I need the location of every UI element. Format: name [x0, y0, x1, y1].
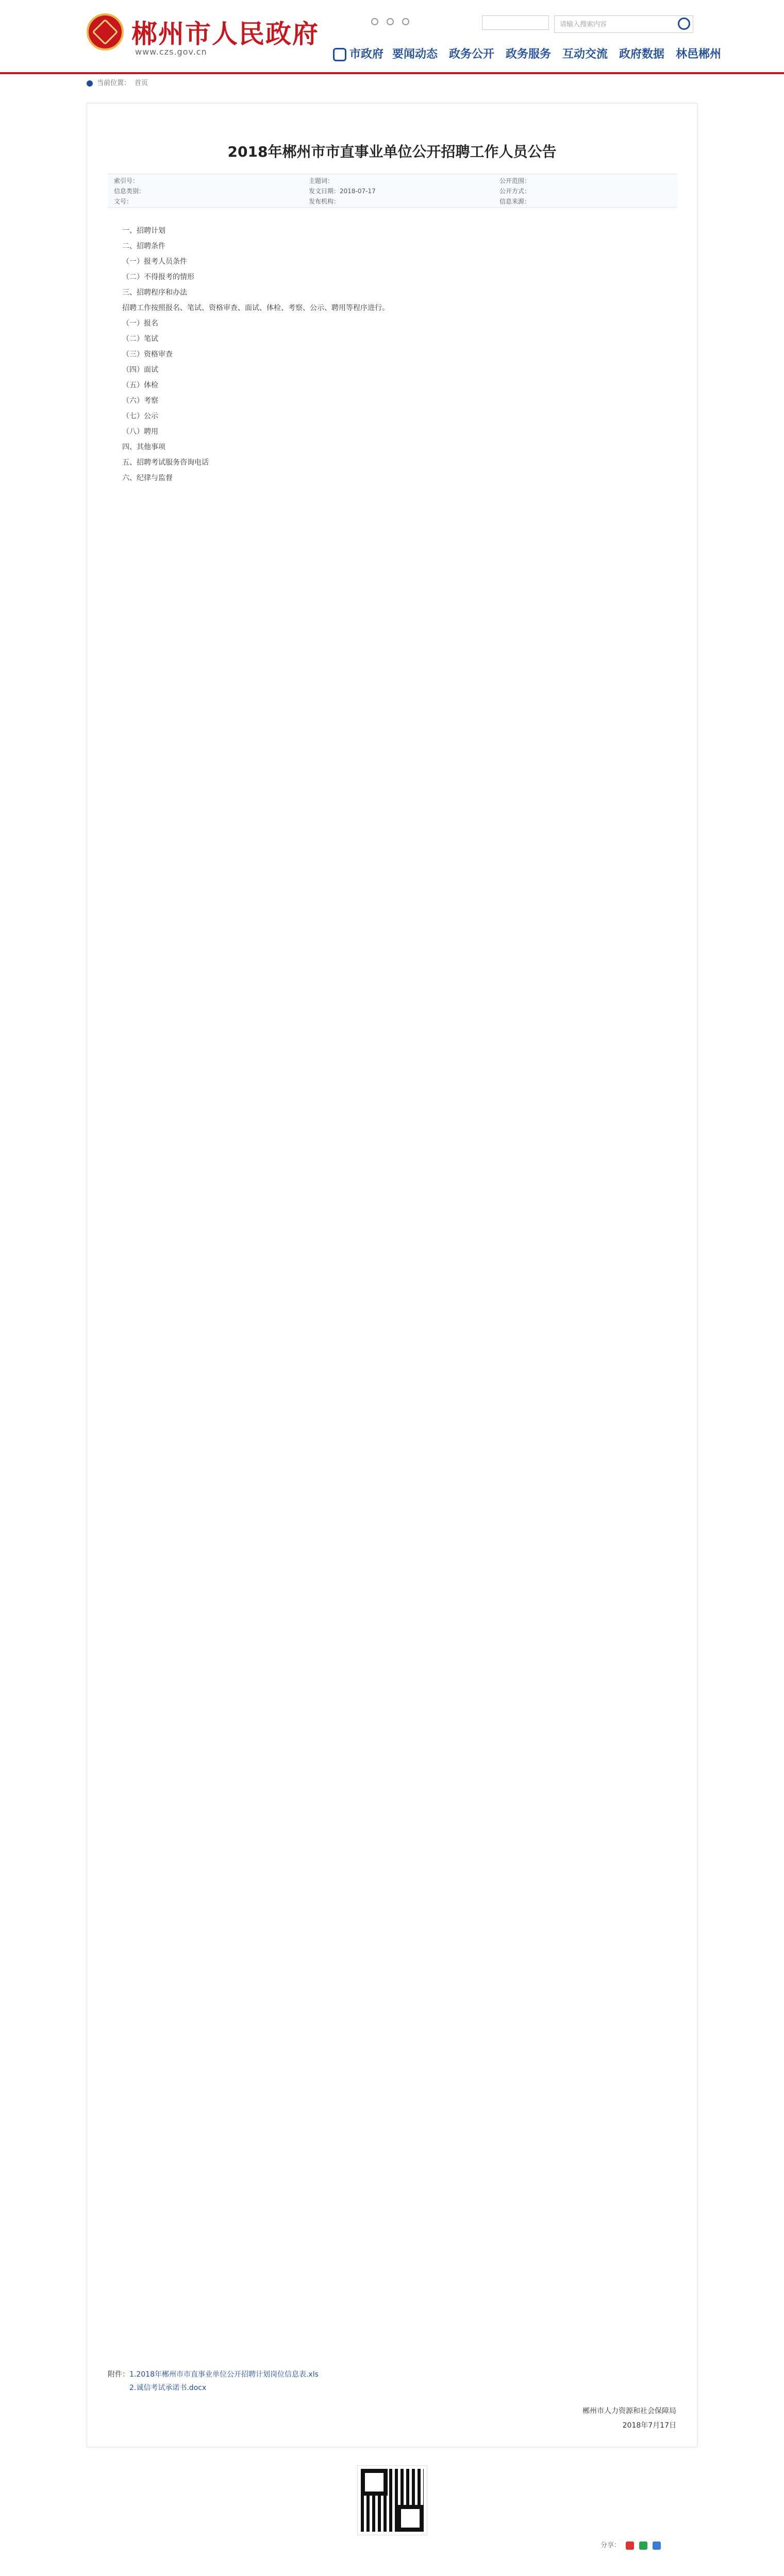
body-paragraph: （四）面试 — [122, 366, 158, 374]
attachment-link[interactable]: 2.诚信考试承诺书.docx — [129, 2384, 207, 2392]
body-paragraph: （三）资格审查 — [122, 350, 173, 359]
top-link[interactable] — [387, 18, 394, 29]
article-body — [108, 222, 677, 487]
article-container — [87, 103, 697, 2549]
body-paragraph: 三、招聘程序和办法 — [122, 289, 187, 297]
attachment-link[interactable]: 1.2018年郴州市市直事业单位公开招聘计划岗位信息表.xls — [129, 2370, 319, 2379]
site-header — [0, 0, 784, 67]
page-title: 2018年郴州市市直事业单位公开招聘工作人员公告 — [227, 143, 557, 160]
nav-item-interaction[interactable]: 互动交流 — [562, 48, 608, 61]
wechat-share-icon[interactable] — [639, 2541, 647, 2550]
site-title[interactable]: 郴州市人民政府 — [131, 19, 319, 49]
top-links — [371, 18, 409, 29]
article-meta: 索引号： 主题词： 公开范围： 信息类别： 发文日期：2018-07-17 公开方式： 文号： 发布机构： 信息来源： — [108, 174, 677, 208]
government-icon — [333, 48, 346, 61]
body-paragraph: （二）笔试 — [122, 335, 158, 343]
body-paragraph: 招聘工作按照报名、笔试、资格审查、面试、体检、考察、公示、聘用等程序进行。 — [122, 304, 389, 312]
nav-item-government[interactable]: 市政府 — [330, 45, 387, 63]
main-nav — [330, 45, 727, 63]
article-tools: 分享： — [600, 2540, 676, 2551]
weibo-icon — [402, 18, 409, 25]
qzone-share-icon[interactable] — [653, 2541, 661, 2550]
breadcrumb: 当前位置： 首页 — [87, 78, 697, 89]
signature — [582, 2404, 676, 2433]
nav-item-data[interactable]: 政府数据 — [619, 48, 664, 61]
breadcrumb-link[interactable]: 首页 — [135, 79, 148, 87]
nav-item-news[interactable]: 要闻动态 — [392, 48, 438, 61]
body-paragraph: （八）聘用 — [122, 428, 158, 436]
body-paragraph: （七）公示 — [122, 412, 158, 420]
attachments: 附件：1.2018年郴州市市直事业单位公开招聘计划岗位信息表.xls 2.诚信考试承诺书.docx — [108, 2370, 319, 2392]
body-paragraph: 五、招聘考试服务咨询电话 — [122, 459, 209, 467]
qr-code-icon — [358, 2466, 427, 2535]
mobile-icon — [387, 18, 394, 25]
search-icon[interactable] — [678, 18, 690, 30]
publish-date: 2018-07-17 — [340, 188, 376, 195]
nav-item-open-affairs[interactable]: 政务公开 — [448, 48, 494, 61]
signature-date: 2018年7月17日 — [622, 2421, 676, 2430]
site-select[interactable] — [482, 15, 549, 30]
body-paragraph: 一、招聘计划 — [122, 227, 165, 235]
body-paragraph: 四、其他事项 — [122, 443, 165, 451]
body-paragraph: 二、招聘条件 — [122, 242, 165, 250]
body-paragraph: （一）报名 — [122, 319, 158, 328]
body-paragraph: （一）报考人员条件 — [122, 258, 187, 266]
body-paragraph: （六）考察 — [122, 397, 158, 405]
accessibility-icon — [371, 18, 378, 25]
weibo-share-icon[interactable] — [626, 2541, 634, 2550]
site-url: www.czs.gov.cn — [135, 47, 207, 57]
national-emblem-icon[interactable] — [87, 13, 124, 50]
body-paragraph: （五）体检 — [122, 381, 158, 389]
top-link[interactable] — [371, 18, 378, 29]
body-paragraph: 六、纪律与监督 — [122, 474, 173, 482]
signature-org: 郴州市人力资源和社会保障局 — [582, 2407, 676, 2415]
nav-item-chenzhou[interactable]: 林邑郴州 — [675, 48, 721, 61]
nav-item-services[interactable]: 政务服务 — [505, 48, 551, 61]
header-divider — [0, 72, 784, 74]
top-link[interactable] — [402, 18, 409, 29]
body-paragraph: （二）不得报考的情形 — [122, 273, 194, 281]
location-icon — [87, 80, 93, 87]
search-input[interactable]: 请输入搜索内容 — [554, 15, 693, 33]
